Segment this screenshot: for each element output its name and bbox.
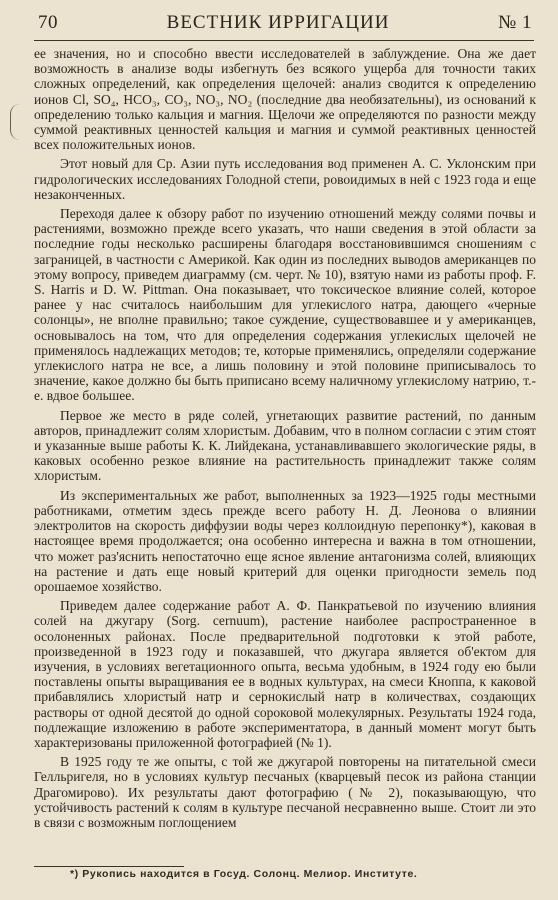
paragraph: ее значения, но и способно ввести исследователей в заблуждение. Она же дает возможность в анализе воды избегнуть без всякого ущерба для точности таких сложных определений, как определения щелочей: анализ сводится к определению ионов Cl, SO₄, HCO₃, CO₃, NO₃, NO₂ (последние два необязательны), из оснований к определению только кальция и магния. Щелочи же определяются по разности между суммой реактивных ценностей кальция и магния и суммой реактивных ценностей всех положительных ионов. <box>34 46 536 153</box>
page-number: 70 <box>38 12 58 33</box>
journal-title: ВЕСТНИК ИРРИГАЦИИ <box>166 12 390 33</box>
paragraph: Переходя далее к обзору работ по изучению отношений между солями почвы и растениями, возможно прежде всего указать, что наши сведения в этой области за последние годы несколько расширены благодаря восстановившимся сношениям с заграницей, в частности с Америкой. Как один из последних выводов американцев по этому вопросу, приведем диаграмму (см. черт. № 10), взятую нами из работы проф. F. S. Harris и D. W. Pittman. Она показывает, что токсическое влияние солей, которое ранее у нас считалось наибольшим для углекислого натра, дающего «черные солонцы», не вполне правильно; такое суждение, существовавшее и у американцев, основывалось на том, что для определения содержания углекислых щелочей не применялось надлежащих методов; те, которые применялись, определяли содержание углекислого натра не все, а лишь половину и этой половине приписывалось то значение, какое должно бы быть приписано всему наличному углекислому натрию, т.-е. вдвое большее. <box>34 206 536 404</box>
header-rule <box>34 40 534 41</box>
paragraph: В 1925 году те же опыты, с той же джугарой повторены на питательной смеси Гелльригеля, но в условиях культур песчаных (кварцевый песок из района станции Драгомирово). Их результаты дают фотографию (№ 2), показывающую, что устойчивость растений к солям в культуре песчаной несравненно выше. Стоит ли это в связи с возможным поглощением <box>34 754 536 830</box>
paragraph: Первое же место в ряде солей, угнетающих развитие растений, по данным авторов, принадлежит солям хлористым. Добавим, что в полном согласии с этим стоят и указанные выше работы К. К. Лийдекана, устанавливавшего экологические ряды, в каковых особенно резкое влияние на растительность принадлежит также солям хлористым. <box>34 407 536 484</box>
issue-number: № 1 <box>498 12 532 33</box>
margin-pencil-mark <box>10 104 25 140</box>
article-body <box>34 46 536 834</box>
paragraph: Приведем далее содержание работ А. Ф. Панкратьевой по изучению влияния солей на джугару (Sorg. cernuum), растение наиболее распространенное в осолоненных районах. После предварительной подготовки к этой работе, произведенной в 1923 году и показавшей, что джугара является об'ектом для изучения, в условиях вегетационного опыта, весьма удобным, в 1924 году ею были поставлены опыты выращивания ее в водных культурах, на смеси Кноппа, к каковой прибавлялись хлористый натр и сернокислый натр в количествах, создающих растворы от одной десятой до одной сороковой молекулярных. Результаты 1924 года, подлежащие изложению в работе экспериментатора, в данный момент могут быть характеризованы приложенной фотографией (№ 1). <box>34 598 536 750</box>
footnote: *) Рукопись находится в Госуд. Солонц. Мелиор. Институте. <box>70 868 418 880</box>
footnote-rule <box>34 866 184 867</box>
paragraph: Из экспериментальных же работ, выполненных за 1923—1925 годы местными работниками, отметим здесь прежде всего работу Н. Д. Леонова о влиянии электролитов на скорость диффузии воды через коллоидную перепонку*), каковая в настоящее время продолжается; она особенно интересна и важна в том отношении, что может раз'яснить непостаточно еще ясное явление антагонизма солей, влияющих на растение и дать еще новый критерий для оценки пригодности земель под орошаемое хозяйство. <box>34 487 536 594</box>
paragraph: Этот новый для Ср. Азии путь исследования вод применен А. С. Уклонским при гидрологических исследованиях Голодной степи, ровоидимых в ней с 1923 года и еще незаконченных. <box>34 156 536 202</box>
running-head <box>38 8 532 38</box>
